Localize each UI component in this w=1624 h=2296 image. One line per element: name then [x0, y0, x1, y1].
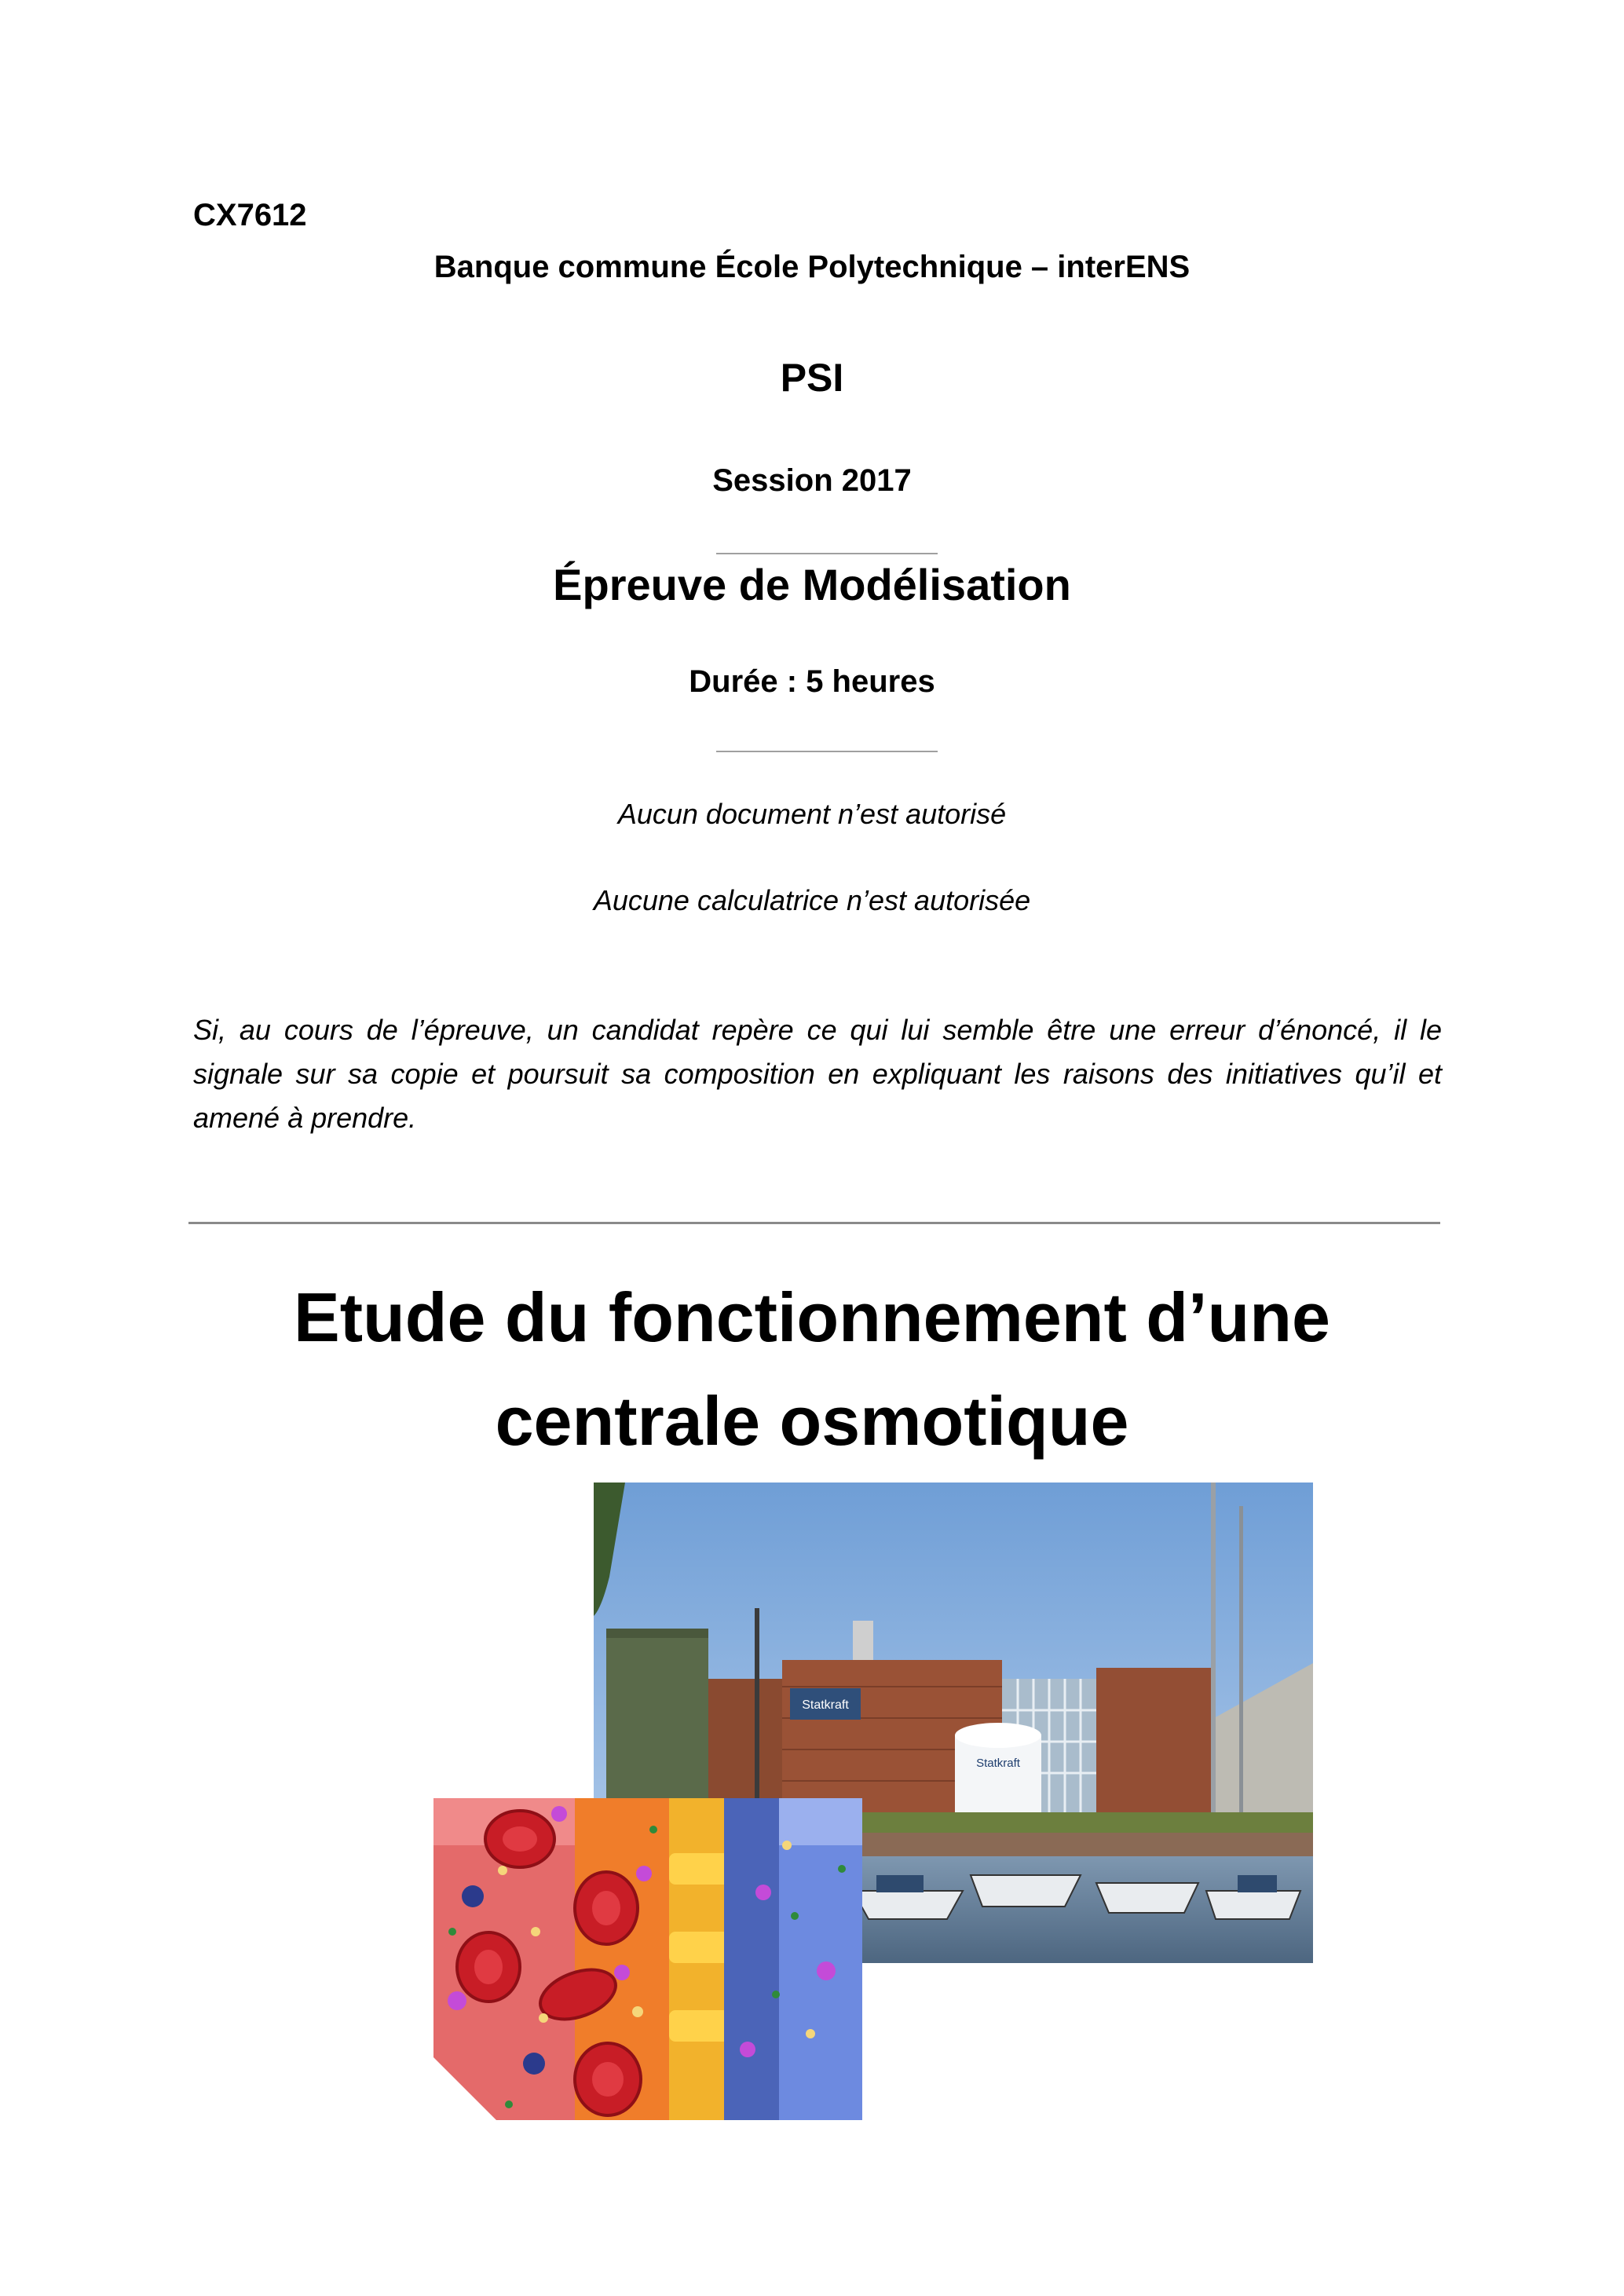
rule-no-calculator: Aucune calculatrice n’est autorisée [593, 884, 1031, 916]
exam-title: Épreuve de Modélisation [553, 560, 1071, 609]
exam-session: Session 2017 [712, 463, 912, 498]
instructions-paragraph: Si, au cours de l’épreuve, un candidat repère ce qui lui semble être une erreur d’énoncé, il le signale sur sa copie et poursuit sa composition en expliquant les raisons des initiatives qu’il et amené à prendre. [193, 1014, 1442, 1134]
photo-sign-1: Statkraft [802, 1698, 849, 1712]
subject-title [0, 1266, 1624, 1473]
exam-code: CX7612 [193, 198, 307, 232]
rule-no-documents: Aucun document n’est autorisé [617, 798, 1007, 830]
subject-title-line2: centrale osmotique [495, 1382, 1129, 1460]
divider [716, 553, 938, 554]
subject-title-line1: Etude du fonctionnement d’une [294, 1278, 1330, 1356]
section-divider [188, 1222, 1440, 1224]
exam-duration: Durée : 5 heures [689, 664, 935, 699]
exam-bank: Banque commune École Polytechnique – interENS [433, 250, 1191, 284]
osmosis-membrane-illustration [433, 1798, 862, 2120]
exam-series: PSI [780, 356, 844, 400]
divider [716, 751, 938, 752]
photo-sign-2: Statkraft [976, 1757, 1020, 1770]
